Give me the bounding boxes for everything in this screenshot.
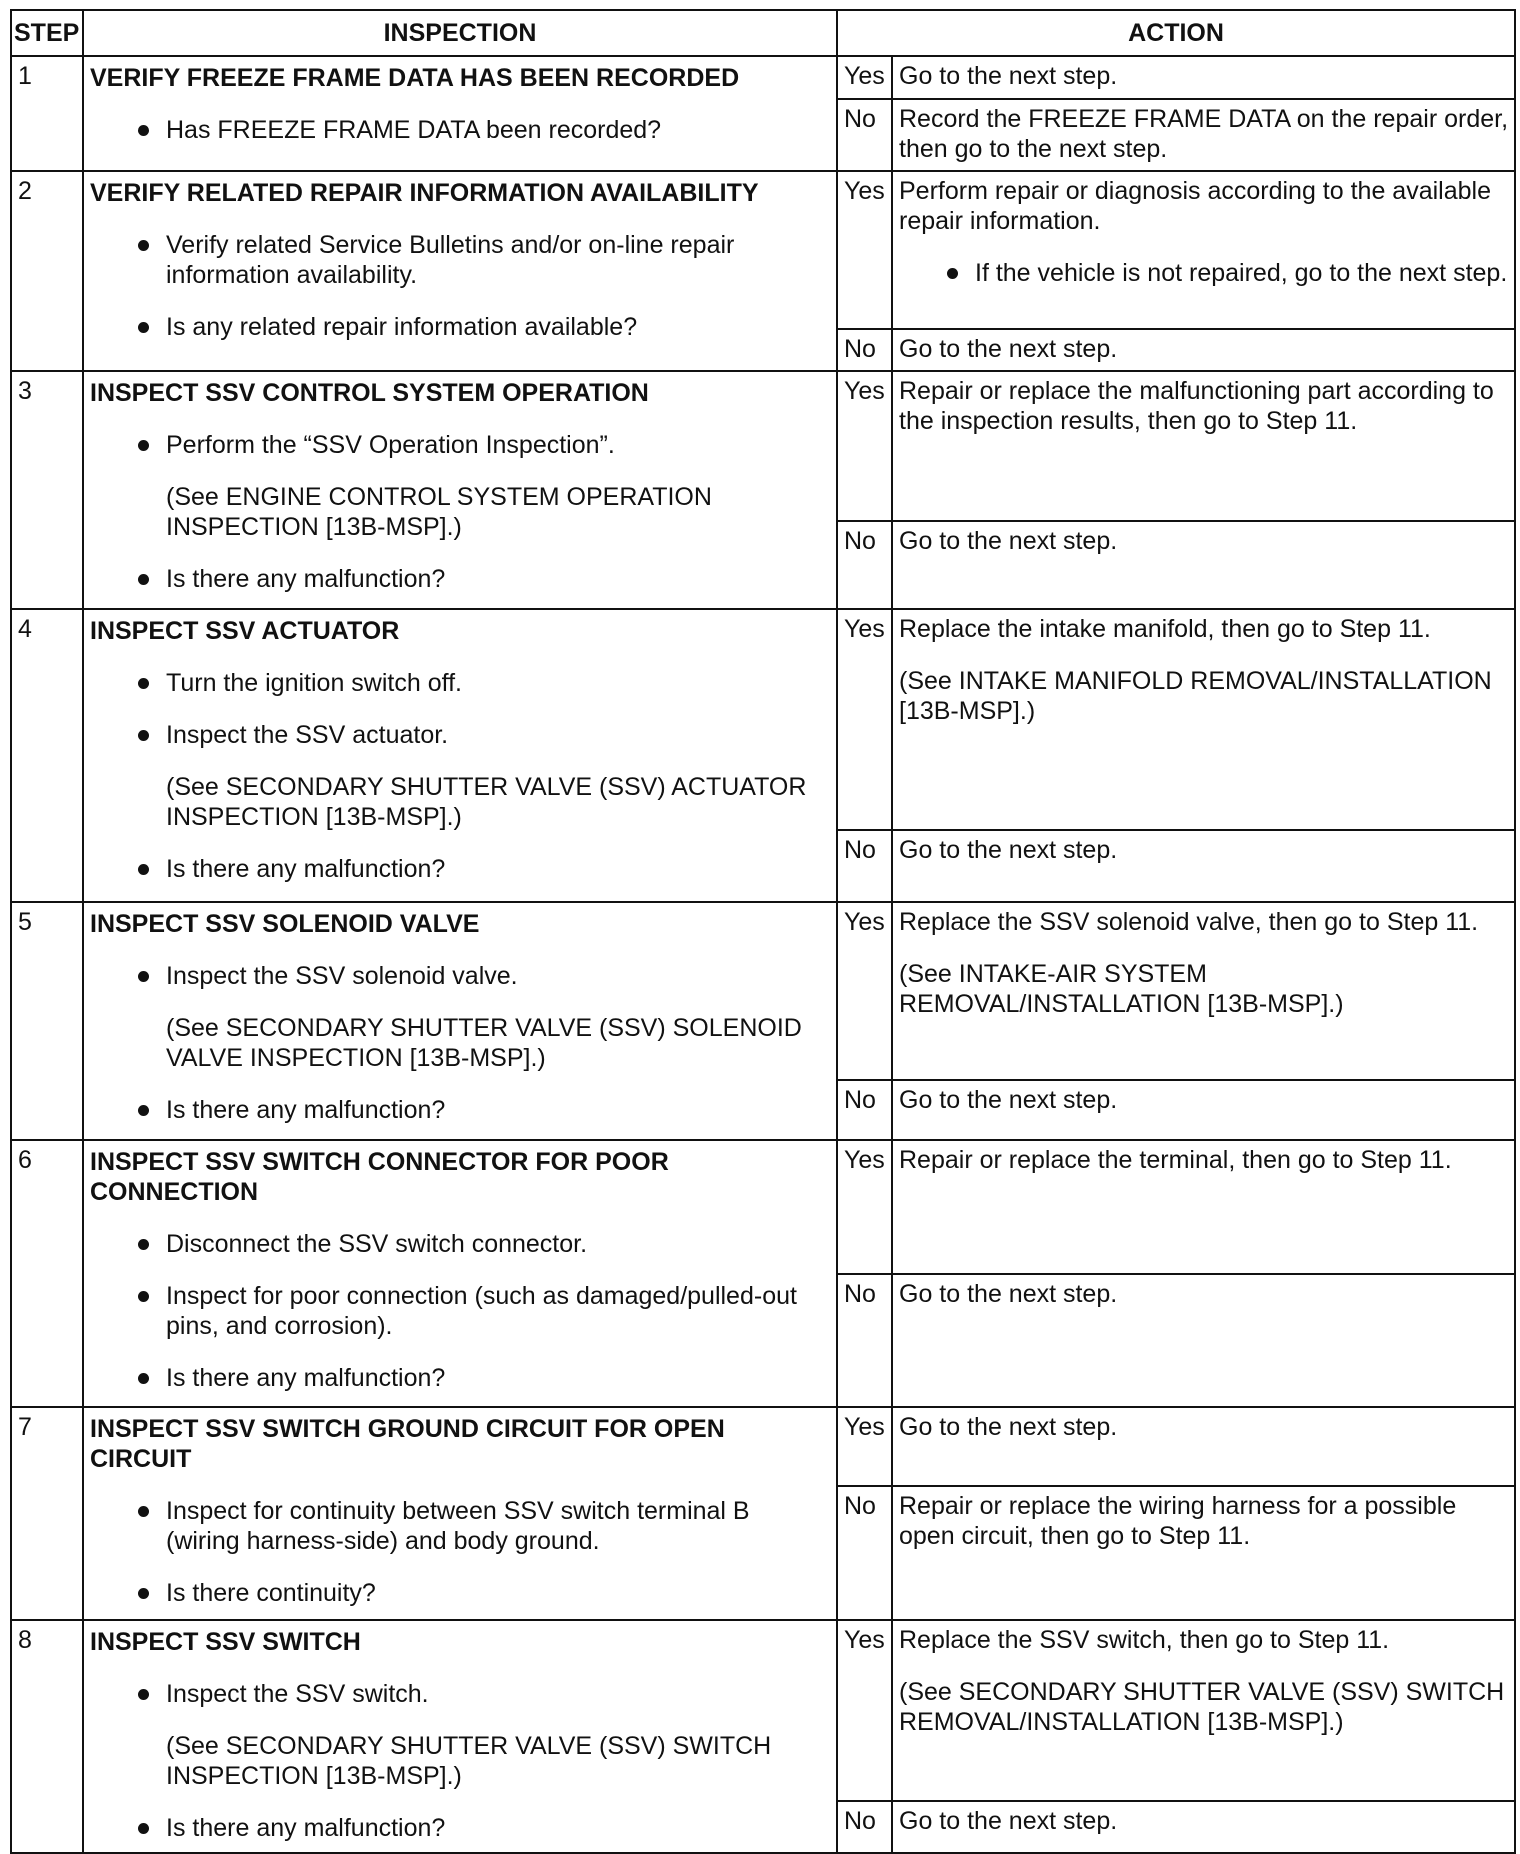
- inspection-bullet: Is there any malfunction?: [90, 1095, 830, 1125]
- step-number: 2: [11, 171, 83, 371]
- header-action: ACTION: [837, 10, 1515, 56]
- inspection-bullet: Inspect the SSV switch.: [90, 1679, 830, 1709]
- inspection-title: INSPECT SSV SWITCH CONNECTOR FOR POOR CONNECTION: [90, 1148, 669, 1206]
- inspection-bullet: Perform the “SSV Operation Inspection”.: [90, 430, 830, 460]
- inspection-title: INSPECT SSV CONTROL SYSTEM OPERATION: [90, 379, 649, 407]
- header-inspection: INSPECTION: [83, 10, 837, 56]
- no-label: No: [837, 1274, 892, 1407]
- inspection-bullet: Disconnect the SSV switch connector.: [90, 1229, 830, 1259]
- yes-label: Yes: [837, 1407, 892, 1486]
- no-label: No: [837, 1486, 892, 1620]
- yes-label: Yes: [837, 56, 892, 99]
- header-step: STEP: [11, 10, 83, 56]
- inspection-bullet: Is there continuity?: [90, 1578, 830, 1608]
- no-action: Go to the next step.: [892, 521, 1515, 609]
- yes-label: Yes: [837, 371, 892, 521]
- step-row: [11, 609, 1515, 830]
- inspection-title: VERIFY FREEZE FRAME DATA HAS BEEN RECORDED: [90, 64, 740, 92]
- yes-action-note: (See INTAKE MANIFOLD REMOVAL/INSTALLATION [13B-MSP].): [899, 667, 1492, 725]
- inspection-cell: [83, 371, 837, 609]
- inspection-bullet: Is there any malfunction?: [90, 1363, 830, 1393]
- header-row: [11, 10, 1515, 56]
- diagnostic-table: [10, 9, 1516, 1854]
- inspection-cell: [83, 902, 837, 1140]
- yes-action: [892, 609, 1515, 830]
- yes-label: Yes: [837, 171, 892, 329]
- inspection-bullet: Is there any malfunction?: [90, 564, 830, 594]
- yes-action-bullet: If the vehicle is not repaired, go to the next step.: [899, 258, 1508, 288]
- inspection-bullet: Is there any malfunction?: [90, 854, 830, 884]
- yes-action-note: (See INTAKE-AIR SYSTEM REMOVAL/INSTALLATION [13B-MSP].): [899, 960, 1344, 1018]
- step-row: [11, 1140, 1515, 1274]
- inspection-cell: [83, 56, 837, 171]
- inspection-cell: [83, 1140, 837, 1407]
- no-action: Go to the next step.: [892, 830, 1515, 902]
- no-label: No: [837, 830, 892, 902]
- step-row: [11, 171, 1515, 329]
- yes-action-text: Perform repair or diagnosis according to the available repair information.: [899, 177, 1491, 235]
- no-action: Record the FREEZE FRAME DATA on the repair order, then go to the next step.: [892, 99, 1515, 171]
- no-label: No: [837, 329, 892, 371]
- step-row: [11, 902, 1515, 1080]
- yes-action: [892, 1620, 1515, 1801]
- step-number: 1: [11, 56, 83, 171]
- no-action: Go to the next step.: [892, 329, 1515, 371]
- yes-label: Yes: [837, 1140, 892, 1274]
- no-label: No: [837, 1801, 892, 1853]
- yes-action: [892, 902, 1515, 1080]
- yes-label: Yes: [837, 902, 892, 1080]
- step-number: 6: [11, 1140, 83, 1407]
- yes-action: Go to the next step.: [892, 56, 1515, 99]
- yes-label: Yes: [837, 1620, 892, 1801]
- step-row: [11, 371, 1515, 521]
- inspection-title: INSPECT SSV SWITCH GROUND CIRCUIT FOR OPEN CIRCUIT: [90, 1415, 725, 1473]
- inspection-cell: [83, 1620, 837, 1853]
- inspection-bullet: Is there any malfunction?: [90, 1813, 830, 1843]
- no-label: No: [837, 521, 892, 609]
- step-row: [11, 1407, 1515, 1486]
- inspection-note: (See SECONDARY SHUTTER VALVE (SSV) SWITCH INSPECTION [13B-MSP].): [166, 1732, 772, 1790]
- step-row: [11, 56, 1515, 99]
- yes-action-text: Replace the intake manifold, then go to Step 11.: [899, 615, 1431, 643]
- step-number: 7: [11, 1407, 83, 1620]
- no-label: No: [837, 99, 892, 171]
- yes-action: Repair or replace the malfunctioning part according to the inspection results, then go to Step 11.: [892, 371, 1515, 521]
- inspection-title: INSPECT SSV ACTUATOR: [90, 617, 400, 645]
- inspection-title: INSPECT SSV SOLENOID VALVE: [90, 910, 480, 938]
- yes-action-note: (See SECONDARY SHUTTER VALVE (SSV) SWITCH REMOVAL/INSTALLATION [13B-MSP].): [899, 1678, 1505, 1736]
- yes-action: Repair or replace the terminal, then go to Step 11.: [892, 1140, 1515, 1274]
- inspection-bullet: Is any related repair information available?: [90, 312, 830, 342]
- inspection-bullet: Inspect the SSV actuator.: [90, 720, 830, 750]
- step-number: 4: [11, 609, 83, 902]
- inspection-bullet: Turn the ignition switch off.: [90, 668, 830, 698]
- inspection-bullet: Inspect the SSV solenoid valve.: [90, 961, 830, 991]
- yes-action-text: Replace the SSV switch, then go to Step 11.: [899, 1626, 1390, 1654]
- yes-action: [892, 171, 1515, 329]
- no-action: Repair or replace the wiring harness for a possible open circuit, then go to Step 11.: [892, 1486, 1515, 1620]
- inspection-bullet: Verify related Service Bulletins and/or on-line repair information availability.: [90, 230, 830, 290]
- step-row: [11, 1620, 1515, 1801]
- inspection-bullet: Inspect for poor connection (such as damaged/pulled-out pins, and corrosion).: [90, 1281, 830, 1341]
- inspection-note: (See ENGINE CONTROL SYSTEM OPERATION INSPECTION [13B-MSP].): [166, 483, 712, 541]
- step-number: 5: [11, 902, 83, 1140]
- inspection-cell: [83, 609, 837, 902]
- no-label: No: [837, 1080, 892, 1140]
- no-action: Go to the next step.: [892, 1801, 1515, 1853]
- inspection-bullet: Inspect for continuity between SSV switch terminal B (wiring harness-side) and body ground.: [90, 1496, 830, 1556]
- inspection-title: VERIFY RELATED REPAIR INFORMATION AVAILABILITY: [90, 179, 759, 207]
- inspection-title: INSPECT SSV SWITCH: [90, 1628, 361, 1656]
- yes-action-text: Replace the SSV solenoid valve, then go to Step 11.: [899, 908, 1479, 936]
- inspection-note: (See SECONDARY SHUTTER VALVE (SSV) ACTUATOR INSPECTION [13B-MSP].): [166, 773, 807, 831]
- step-number: 8: [11, 1620, 83, 1853]
- inspection-cell: [83, 1407, 837, 1620]
- yes-action: Go to the next step.: [892, 1407, 1515, 1486]
- yes-label: Yes: [837, 609, 892, 830]
- no-action: Go to the next step.: [892, 1080, 1515, 1140]
- no-action: Go to the next step.: [892, 1274, 1515, 1407]
- inspection-note: (See SECONDARY SHUTTER VALVE (SSV) SOLENOID VALVE INSPECTION [13B-MSP].): [166, 1014, 802, 1072]
- step-number: 3: [11, 371, 83, 609]
- inspection-cell: [83, 171, 837, 371]
- inspection-bullet: Has FREEZE FRAME DATA been recorded?: [90, 115, 830, 145]
